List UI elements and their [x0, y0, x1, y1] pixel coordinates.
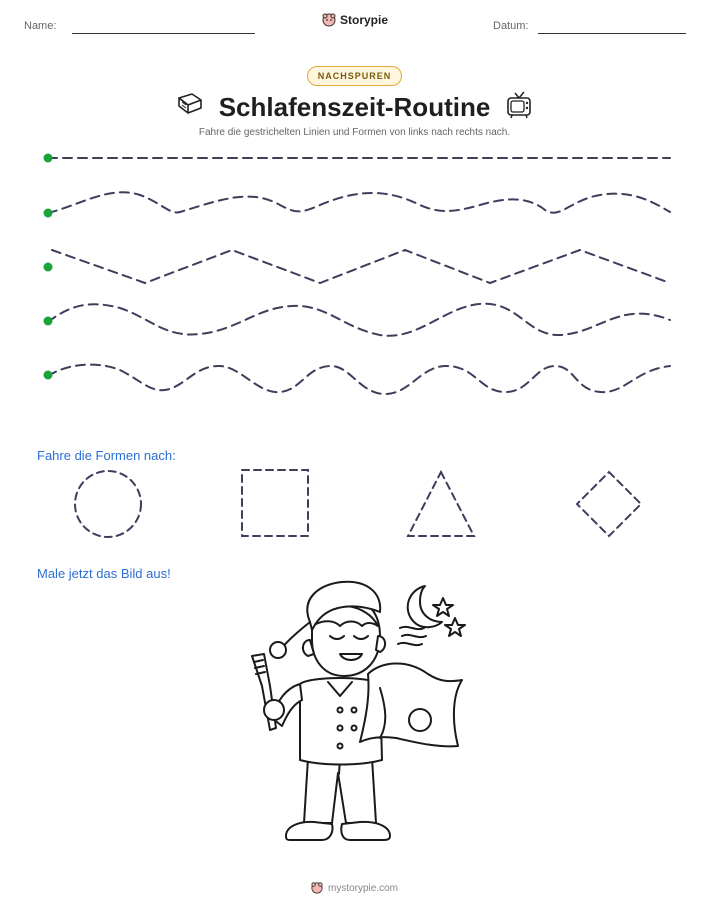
page-title: Schlafenszeit-Routine [218, 92, 491, 122]
start-dot-1 [44, 154, 53, 163]
trace-line-2 [48, 192, 670, 213]
instructions: Fahre die gestrichelten Linien und Formen von links nach rechts nach. [198, 127, 511, 138]
shape-circle [75, 471, 141, 537]
start-dot-2 [44, 209, 53, 218]
coloring-picture[interactable] [230, 578, 480, 853]
storypie-mascot-icon [311, 882, 323, 894]
shapes-heading: Fahre die Formen nach: [37, 448, 176, 463]
footer-url[interactable]: mystorypie.com [327, 882, 398, 894]
coloring-heading: Male jetzt das Bild aus! [37, 566, 171, 581]
star-icon [445, 618, 465, 636]
trace-line-5 [48, 365, 670, 394]
shape-diamond [577, 472, 641, 536]
tracing-shapes[interactable] [0, 460, 709, 550]
brand-name: Storypie [340, 13, 389, 27]
activity-badge: NACHSPUREN [307, 66, 402, 86]
shape-square [242, 470, 308, 536]
shape-triangle [408, 472, 474, 536]
date-label: Datum: [493, 20, 529, 32]
trace-line-4 [48, 304, 670, 336]
trace-line-3 [52, 250, 670, 283]
pillow [360, 663, 462, 746]
start-dot-5 [44, 371, 53, 380]
star-icon [433, 598, 453, 616]
start-dot-4 [44, 317, 53, 326]
start-dot-3 [44, 263, 53, 272]
tracing-lines[interactable] [0, 0, 709, 420]
footer [0, 882, 709, 894]
name-label: Name: [24, 20, 57, 32]
